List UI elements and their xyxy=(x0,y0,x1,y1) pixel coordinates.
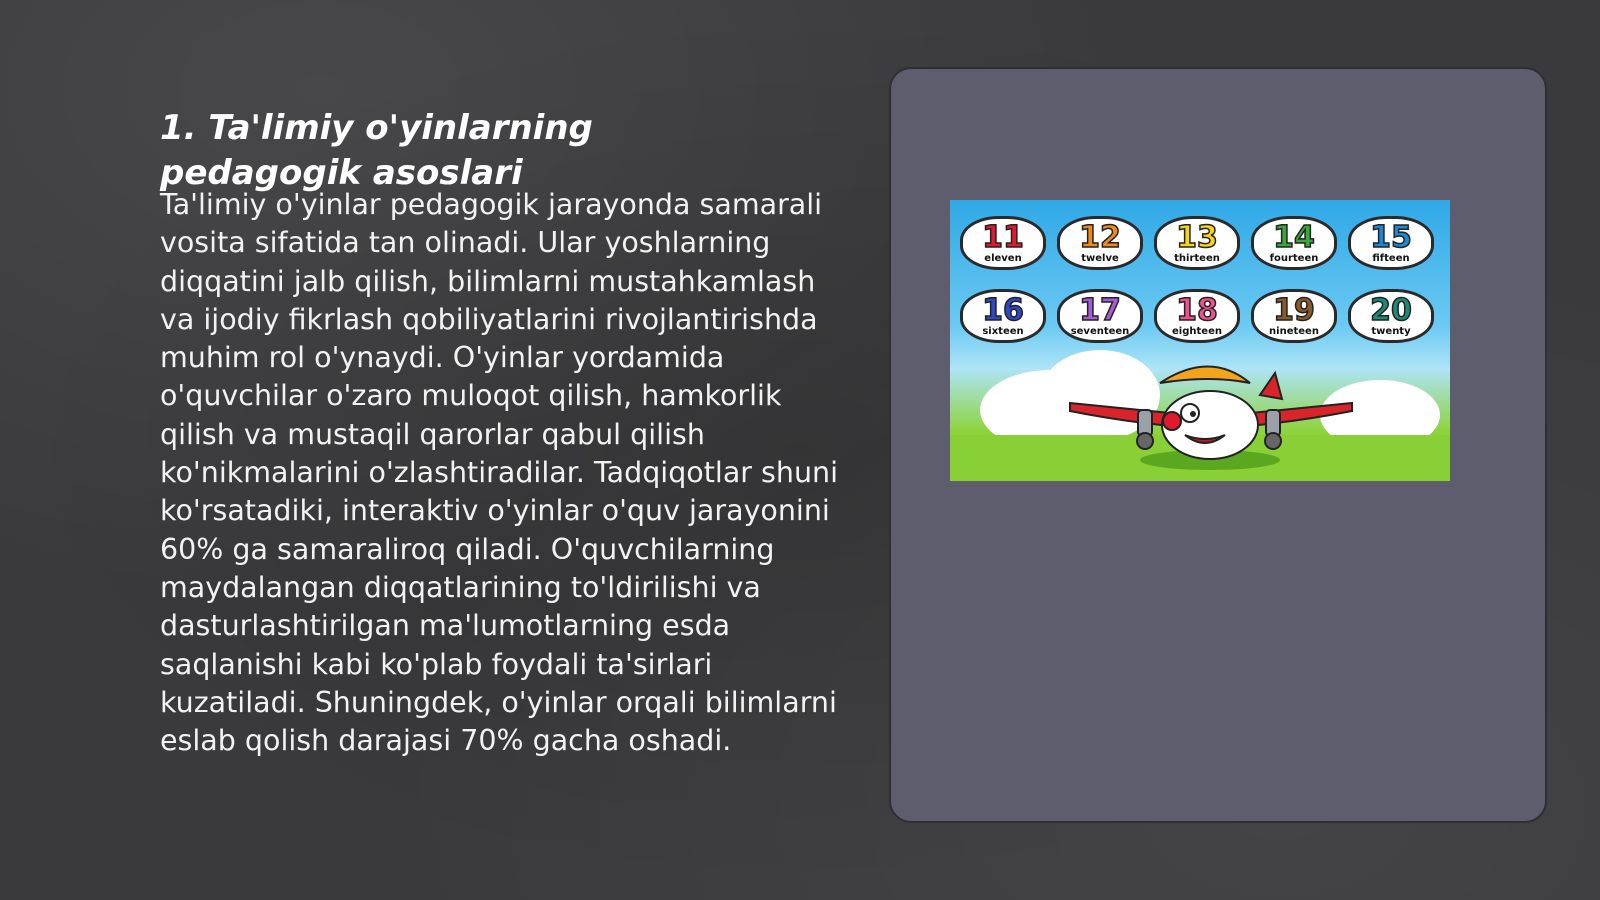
number-digit: 11 xyxy=(982,219,1024,255)
number-digit: 12 xyxy=(1079,219,1121,255)
number-digit: 13 xyxy=(1176,219,1218,255)
cartoon-plane-icon xyxy=(1060,355,1360,475)
number-word: fourteen xyxy=(1269,252,1319,264)
number-bubble xyxy=(1348,216,1434,270)
slide-title: 1. Ta'limiy o'yinlarning pedagogik asoslari xyxy=(160,108,593,193)
number-digit: 14 xyxy=(1273,219,1315,255)
number-digit: 16 xyxy=(982,292,1024,328)
number-word: nineteen xyxy=(1269,325,1319,337)
number-bubble xyxy=(1154,289,1240,343)
number-word: eleven xyxy=(984,252,1022,264)
number-bubble xyxy=(960,216,1046,270)
number-word: seventeen xyxy=(1070,325,1130,337)
number-word: eighteen xyxy=(1172,325,1222,337)
number-digit: 15 xyxy=(1370,219,1412,255)
number-bubble xyxy=(1251,289,1337,343)
number-digit: 19 xyxy=(1273,292,1315,328)
number-bubble xyxy=(960,289,1046,343)
number-word: fifteen xyxy=(1372,252,1410,264)
number-digit: 20 xyxy=(1370,292,1412,328)
numbers-illustration xyxy=(950,200,1450,481)
number-digit: 18 xyxy=(1176,292,1218,328)
number-bubble xyxy=(1348,289,1434,343)
number-word: sixteen xyxy=(982,325,1024,337)
number-bubble xyxy=(1251,216,1337,270)
number-word: thirteen xyxy=(1174,252,1220,264)
slide-body-text: Ta'limiy o'yinlar pedagogik jarayonda samarali vosita sifatida tan olinadi. Ular yoshlarning diqqatini jalb qilish, bilimlarni mustahkamlash va ijodiy fikrlash qobiliyatlarini rivojlantirishda muhim rol o'ynaydi. O'yinlar yordamida o'quvchilar o'zaro muloqot qilish, hamkorlik qilish va mustaqil qarorlar qabul qilish ko'nikmalarini o'zlashtiradilar. Tadqiqotlar shuni ko'rsatadiki, interaktiv o'yinlar o'quv jarayonini 60% ga samaraliroq qiladi. O'quvchilarning maydalangan diqqatlarining to'ldirilishi va dasturlashtirilgan ma'lumotlarning esda saqlanishi kabi ko'plab foydali ta'sirlari kuzatiladi. Shuningdek, o'yinlar orqali bilimlarni eslab qolish darajasi 70% gacha oshadi. xyxy=(160,188,839,758)
number-word: twelve xyxy=(1081,252,1119,264)
number-bubble xyxy=(1057,289,1143,343)
number-digit: 17 xyxy=(1079,292,1121,328)
number-word: twenty xyxy=(1371,325,1411,337)
number-bubble xyxy=(1057,216,1143,270)
number-bubble xyxy=(1154,216,1240,270)
